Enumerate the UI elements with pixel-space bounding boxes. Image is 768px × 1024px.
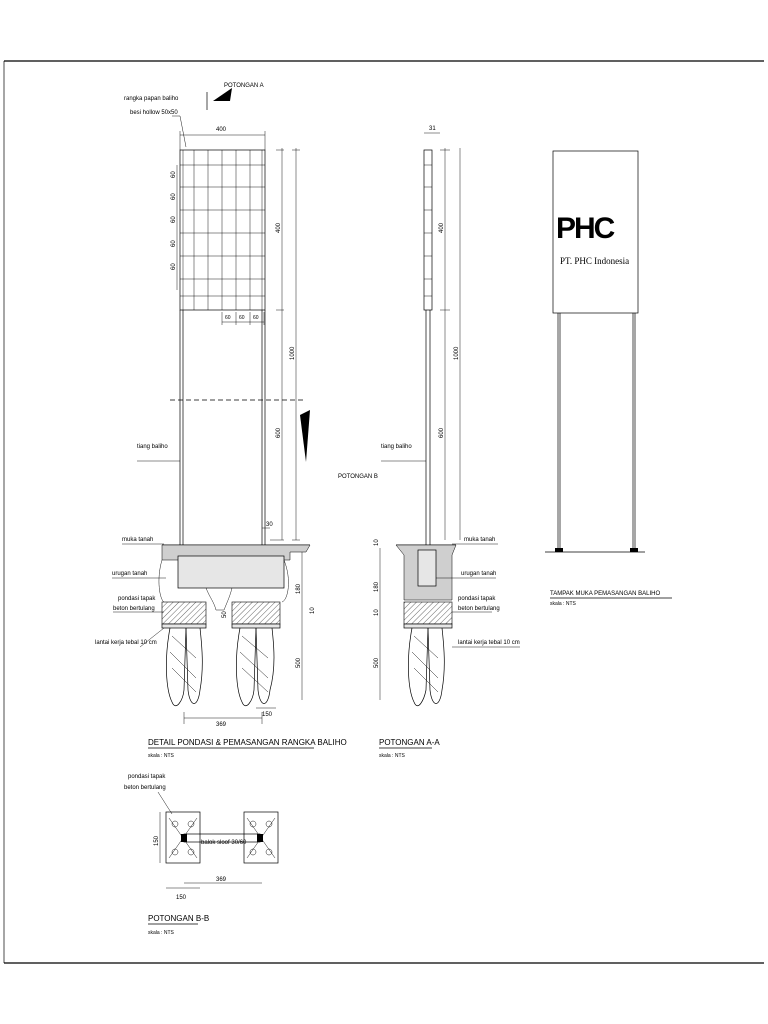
dim-row-1: 60 bbox=[171, 171, 177, 178]
dim-aa-500: 500 bbox=[374, 657, 380, 668]
label-urugan-detail: urugan tanah bbox=[112, 571, 148, 577]
dim-150-detail: 150 bbox=[262, 712, 273, 718]
label-lantai-detail: lantai kerja tebal 10 cm bbox=[95, 640, 157, 646]
sign-logo: PHC bbox=[556, 212, 614, 245]
dim-aa-20: 10 bbox=[374, 539, 380, 546]
section-aa bbox=[374, 126, 520, 759]
dim-aa-180: 180 bbox=[374, 581, 380, 592]
dim-aa-600: 600 bbox=[439, 427, 445, 438]
dim-row-2: 60 bbox=[171, 193, 177, 200]
dim-pole-height: 600 bbox=[276, 427, 282, 438]
label-potongan-a: POTONGAN A bbox=[224, 83, 264, 89]
dim-aa-1000: 1000 bbox=[454, 346, 460, 360]
dim-10-detail: 10 bbox=[310, 607, 316, 614]
dim-top-width: 400 bbox=[216, 127, 227, 133]
label-rangka-1: rangka papan baliho bbox=[124, 96, 179, 102]
detail-foundation bbox=[159, 545, 310, 706]
dim-row-3: 60 bbox=[171, 216, 177, 223]
label-pondasi-1-bb: pondasi tapak bbox=[128, 774, 166, 780]
front-view-sign bbox=[545, 151, 672, 607]
label-pondasi-2-aa: beton bertulang bbox=[458, 606, 500, 612]
title-aa: POTONGAN A-A bbox=[379, 738, 440, 747]
label-pondasi-2-bb: beton bertulang bbox=[124, 785, 166, 791]
dim-500-detail: 500 bbox=[296, 657, 302, 668]
title-detail: DETAIL PONDASI & PEMASANGAN RANGKA BALIHO bbox=[148, 738, 347, 747]
dim-thirty: 30 bbox=[266, 522, 273, 528]
dim-180-detail: 180 bbox=[296, 583, 302, 594]
label-balok-sloof: balok sloof 30/60 bbox=[201, 840, 247, 846]
label-muka-tanah-detail: muka tanah bbox=[122, 537, 154, 543]
label-urugan-aa: urugan tanah bbox=[461, 571, 497, 577]
scale-aa: skala : NTS bbox=[379, 753, 405, 759]
label-pondasi-1-aa: pondasi tapak bbox=[458, 596, 496, 602]
dim-total-height: 1000 bbox=[290, 346, 296, 360]
dim-col-1: 60 bbox=[225, 315, 231, 321]
dim-369-detail: 369 bbox=[216, 722, 227, 728]
section-a-marker bbox=[207, 83, 264, 110]
dim-aa-10: 10 bbox=[374, 609, 380, 616]
billboard-frame-grid bbox=[180, 150, 265, 310]
label-rangka-2: besi hollow 50x50 bbox=[130, 110, 178, 116]
dim-bb-150-v: 150 bbox=[154, 835, 160, 846]
detail-elevation bbox=[95, 83, 378, 759]
dim-row-5: 60 bbox=[171, 263, 177, 270]
title-bb: POTONGAN B-B bbox=[148, 914, 210, 923]
label-tiang-aa: tiang baliho bbox=[381, 444, 412, 450]
scale-tampak: skala : NTS bbox=[550, 601, 576, 607]
sign-company: PT. PHC Indonesia bbox=[560, 256, 630, 266]
scale-bb: skala : NTS bbox=[148, 930, 174, 936]
scale-detail: skala : NTS bbox=[148, 753, 174, 759]
label-pondasi-2-detail: beton bertulang bbox=[113, 606, 155, 612]
label-lantai-aa: lantai kerja tebal 10 cm bbox=[458, 640, 520, 646]
title-tampak: TAMPAK MUKA PEMASANGAN BALIHO bbox=[550, 591, 661, 597]
section-bb bbox=[124, 774, 278, 936]
dim-bb-150-h: 150 bbox=[176, 895, 187, 901]
dim-row-4: 60 bbox=[171, 240, 177, 247]
dim-aa-400: 400 bbox=[439, 222, 445, 233]
label-potongan-b: POTONGAN B bbox=[338, 474, 378, 480]
sheet-border bbox=[4, 61, 764, 963]
dim-col-3: 60 bbox=[253, 315, 259, 321]
dim-col-2: 60 bbox=[239, 315, 245, 321]
dim-50-detail: 50 bbox=[222, 611, 228, 618]
dim-bb-369: 369 bbox=[216, 877, 227, 883]
label-muka-tanah-aa: muka tanah bbox=[464, 537, 496, 543]
label-pondasi-1-detail: pondasi tapak bbox=[118, 596, 156, 602]
dim-board-height: 400 bbox=[276, 222, 282, 233]
label-tiang-detail: tiang baliho bbox=[137, 444, 168, 450]
dim-31: 31 bbox=[429, 126, 436, 132]
